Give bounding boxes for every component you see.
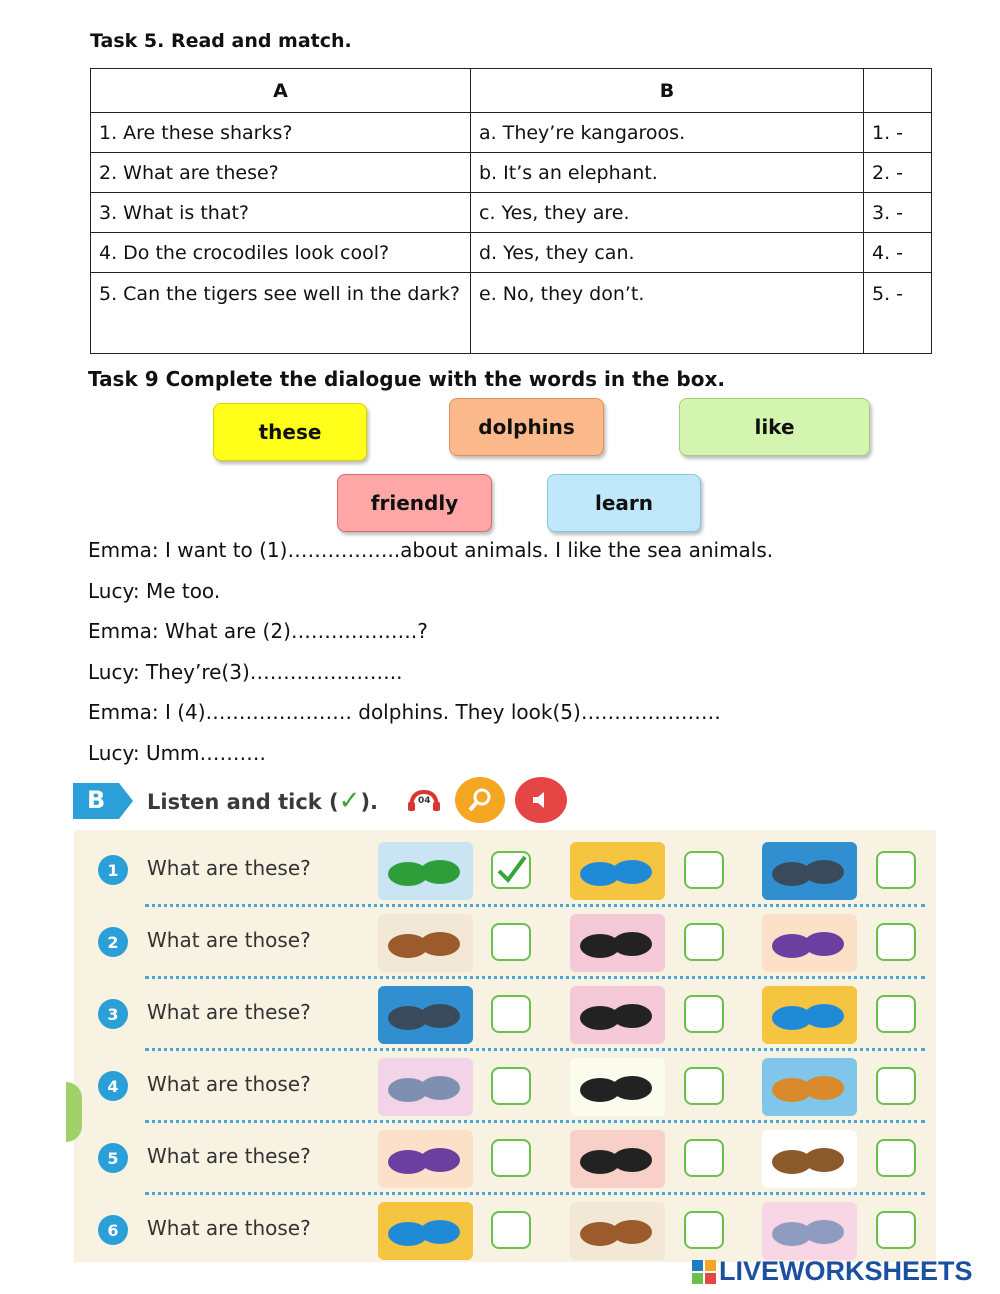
badge-letter: B [87,786,106,814]
section-b-badge [73,783,133,819]
match-input-cell[interactable]: 5. - [864,273,932,354]
listen-question: What are these? [147,1144,311,1168]
word-box-learn[interactable]: learn [547,474,701,532]
row-divider [145,976,925,979]
match-table [90,68,932,354]
hippos-picture [762,1202,857,1260]
task5-title: Task 5. Read and match. [90,30,352,52]
search-icon[interactable] [455,777,505,823]
match-input-cell[interactable]: 4. - [864,233,932,273]
row-divider [145,1120,925,1123]
sharks-picture [762,842,857,900]
dialogue-line: Lucy: They’re(3)………………….. [88,660,403,684]
tick-box[interactable] [491,1211,531,1249]
listen-question: What are those? [147,928,311,952]
kangaroos-picture [570,1202,665,1260]
penguins-picture [570,914,665,972]
tick-box[interactable] [684,1139,724,1177]
listen-question: What are those? [147,1216,311,1240]
tick-box[interactable] [684,1067,724,1105]
tick-box[interactable] [491,851,531,889]
listen-title-end: ). [360,790,379,814]
headphones-icon [407,788,441,816]
answer-cell: c. Yes, they are. [471,193,864,233]
checkmark-icon [493,853,529,887]
tick-box[interactable] [876,1067,916,1105]
col-header-b: B [471,69,864,113]
tick-box[interactable] [876,851,916,889]
pandas-picture [570,1130,665,1188]
brand-logo [692,1256,973,1287]
crocodiles-picture [378,842,473,900]
tick-box[interactable] [876,995,916,1033]
question-number: 3 [98,999,128,1029]
match-input-cell[interactable]: 2. - [864,153,932,193]
kangaroos-picture [378,914,473,972]
dolphins-picture [762,986,857,1044]
tick-box[interactable] [684,923,724,961]
tick-box[interactable] [876,1139,916,1177]
liveworksheets-logo-icon [692,1260,716,1284]
monkeys-picture [762,1130,857,1188]
listen-question: What are these? [147,856,311,880]
task9-title: Task 9 Complete the dialogue with the words in the box. [88,367,725,391]
question-cell: 1. Are these sharks? [91,113,471,153]
question-cell: 4. Do the crocodiles look cool? [91,233,471,273]
question-number: 6 [98,1215,128,1245]
question-number: 5 [98,1143,128,1173]
table-row [91,113,932,153]
question-number: 2 [98,927,128,957]
table-row [91,233,932,273]
dialogue-line: Emma: What are (2)……………….? [88,619,428,643]
question-number: 4 [98,1071,128,1101]
answer-cell: d. Yes, they can. [471,233,864,273]
table-row [91,153,932,193]
track-number: 04 [418,796,431,806]
penguins-picture [570,986,665,1044]
answer-cell: b. It’s an elephant. [471,153,864,193]
table-row [91,193,932,233]
row-divider [145,904,925,907]
dialogue-line: Emma: I (4)…………………. dolphins. They look(5)………………… [88,700,721,724]
question-cell: 5. Can the tigers see well in the dark? [91,273,471,354]
table-row [91,273,932,354]
word-box-friendly[interactable]: friendly [337,474,492,532]
question-cell: 2. What are these? [91,153,471,193]
tick-box[interactable] [684,995,724,1033]
listen-question: What are these? [147,1000,311,1024]
row-divider [145,1048,925,1051]
word-box-like[interactable]: like [679,398,870,456]
match-input-cell[interactable]: 1. - [864,113,932,153]
bats-picture [762,914,857,972]
listen-title [147,786,378,816]
zebras-picture [570,1058,665,1116]
tick-box[interactable] [876,923,916,961]
dialogue-line: Lucy: Umm………. [88,741,266,765]
tick-box[interactable] [491,995,531,1033]
col-header-a: A [91,69,471,113]
tick-box[interactable] [684,1211,724,1249]
dialogue-line: Emma: I want to (1)……………..about animals. I like the sea animals. [88,538,774,562]
elephants-picture [378,1058,473,1116]
question-cell: 3. What is that? [91,193,471,233]
col-header-answer [864,69,932,113]
tick-box[interactable] [876,1211,916,1249]
speaker-icon[interactable] [515,777,567,823]
question-number: 1 [98,855,128,885]
answer-cell: e. No, they don’t. [471,273,864,354]
match-input-cell[interactable]: 3. - [864,193,932,233]
tick-box[interactable] [491,1139,531,1177]
sharks-picture [378,986,473,1044]
listen-title-text: Listen and tick ( [147,790,339,814]
giraffes-picture [762,1058,857,1116]
green-tab-decoration [66,1082,82,1142]
brand-name: LIVEWORKSHEETS [719,1256,973,1286]
row-divider [145,1192,925,1195]
bats-picture [378,1130,473,1188]
word-box-dolphins[interactable]: dolphins [449,398,604,456]
dolphins-picture [378,1202,473,1260]
tick-box[interactable] [491,923,531,961]
tick-box[interactable] [684,851,724,889]
dialogue-line: Lucy: Me too. [88,579,221,603]
word-box-these[interactable]: these [213,403,367,461]
answer-cell: a. They’re kangaroos. [471,113,864,153]
dolphins-picture [570,842,665,900]
listen-question: What are those? [147,1072,311,1096]
tick-box[interactable] [491,1067,531,1105]
checkmark-icon: ✓ [338,786,361,816]
